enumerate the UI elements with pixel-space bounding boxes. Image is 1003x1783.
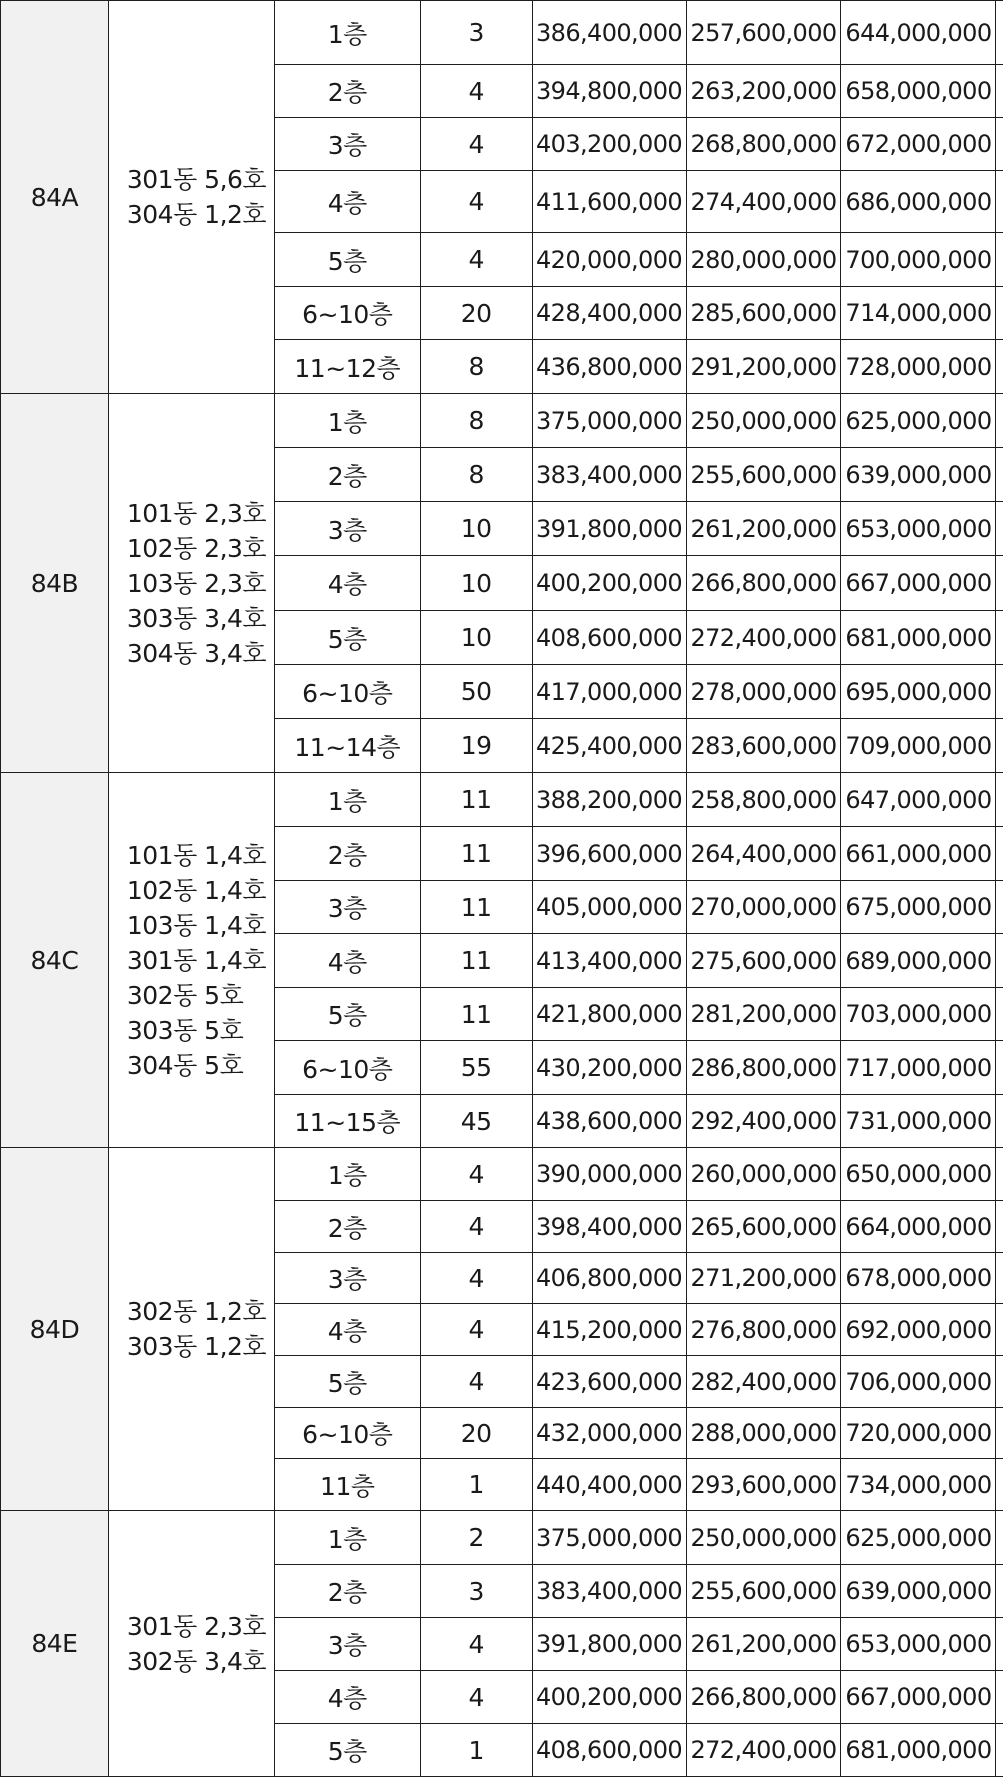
total-price-cell: 647,000,000: [841, 773, 996, 827]
total-price-cell: 658,000,000: [841, 65, 996, 118]
building-price-cell: 276,800,000: [686, 1304, 841, 1356]
truncated-column-edge: [996, 1304, 1003, 1356]
building-unit-line: 303동 5호: [126, 1015, 244, 1045]
building-units-cell: [108, 1148, 274, 1511]
floor-cell: 3층: [274, 118, 420, 171]
floor-cell: 4층: [274, 934, 420, 988]
land-price-cell: 403,200,000: [532, 118, 686, 171]
total-price-cell: 664,000,000: [841, 1201, 996, 1253]
total-price-cell: 650,000,000: [841, 1148, 996, 1201]
truncated-column-edge: [996, 1724, 1003, 1777]
count-cell: 11: [420, 934, 532, 988]
floor-cell: 1층: [274, 773, 420, 827]
building-price-cell: 286,800,000: [686, 1041, 841, 1095]
floor-cell: 6~10층: [274, 665, 420, 719]
floor-cell: 11층: [274, 1459, 420, 1511]
count-cell: 19: [420, 719, 532, 773]
total-price-cell: 689,000,000: [841, 934, 996, 988]
total-price-cell: 714,000,000: [841, 287, 996, 340]
truncated-column-edge: [996, 118, 1003, 171]
unit-type-cell: 84E: [1, 1511, 109, 1777]
total-price-cell: 625,000,000: [841, 394, 996, 448]
building-price-cell: 274,400,000: [686, 171, 841, 233]
table-row: [1, 394, 1003, 448]
total-price-cell: 706,000,000: [841, 1356, 996, 1408]
total-price-cell: 644,000,000: [841, 1, 996, 65]
count-cell: 8: [420, 448, 532, 502]
land-price-cell: 396,600,000: [532, 827, 686, 881]
building-units-cell: [108, 394, 274, 773]
building-unit-line: 302동 3,4호: [126, 1646, 267, 1676]
land-price-cell: 421,800,000: [532, 988, 686, 1041]
table-row: [1, 1511, 1003, 1565]
total-price-cell: 692,000,000: [841, 1304, 996, 1356]
total-price-cell: 639,000,000: [841, 448, 996, 502]
total-price-cell: 675,000,000: [841, 881, 996, 934]
truncated-column-edge: [996, 394, 1003, 448]
floor-cell: 4층: [274, 1671, 420, 1724]
truncated-column-edge: [996, 1095, 1003, 1148]
building-price-cell: 263,200,000: [686, 65, 841, 118]
building-price-cell: 265,600,000: [686, 1201, 841, 1253]
truncated-column-edge: [996, 988, 1003, 1041]
floor-cell: 6~10층: [274, 1408, 420, 1459]
count-cell: 55: [420, 1041, 532, 1095]
truncated-column-edge: [996, 773, 1003, 827]
floor-cell: 3층: [274, 1253, 420, 1304]
building-price-cell: 283,600,000: [686, 719, 841, 773]
building-price-cell: 250,000,000: [686, 1511, 841, 1565]
building-price-cell: 266,800,000: [686, 1671, 841, 1724]
land-price-cell: 425,400,000: [532, 719, 686, 773]
building-price-cell: 271,200,000: [686, 1253, 841, 1304]
land-price-cell: 383,400,000: [532, 1565, 686, 1618]
truncated-column-edge: [996, 233, 1003, 287]
land-price-cell: 408,600,000: [532, 611, 686, 665]
land-price-cell: 436,800,000: [532, 340, 686, 394]
total-price-cell: 672,000,000: [841, 118, 996, 171]
floor-cell: 11~12층: [274, 340, 420, 394]
truncated-column-edge: [996, 1671, 1003, 1724]
truncated-column-edge: [996, 1618, 1003, 1671]
building-price-cell: 266,800,000: [686, 556, 841, 611]
building-price-cell: 293,600,000: [686, 1459, 841, 1511]
count-cell: 4: [420, 233, 532, 287]
truncated-column-edge: [996, 502, 1003, 556]
count-cell: 4: [420, 171, 532, 233]
truncated-column-edge: [996, 287, 1003, 340]
floor-cell: 3층: [274, 881, 420, 934]
building-price-cell: 291,200,000: [686, 340, 841, 394]
truncated-column-edge: [996, 1565, 1003, 1618]
unit-type-cell: 84A: [1, 1, 109, 394]
total-price-cell: 653,000,000: [841, 1618, 996, 1671]
floor-cell: 5층: [274, 1724, 420, 1777]
total-price-cell: 717,000,000: [841, 1041, 996, 1095]
count-cell: 3: [420, 1565, 532, 1618]
floor-cell: 4층: [274, 171, 420, 233]
total-price-cell: 686,000,000: [841, 171, 996, 233]
building-price-cell: 268,800,000: [686, 118, 841, 171]
total-price-cell: 709,000,000: [841, 719, 996, 773]
land-price-cell: 423,600,000: [532, 1356, 686, 1408]
total-price-cell: 667,000,000: [841, 1671, 996, 1724]
land-price-cell: 430,200,000: [532, 1041, 686, 1095]
land-price-cell: 383,400,000: [532, 448, 686, 502]
land-price-cell: 394,800,000: [532, 65, 686, 118]
count-cell: 4: [420, 1148, 532, 1201]
total-price-cell: 734,000,000: [841, 1459, 996, 1511]
truncated-column-edge: [996, 1356, 1003, 1408]
land-price-cell: 375,000,000: [532, 1511, 686, 1565]
building-unit-line: 304동 5호: [126, 1050, 244, 1080]
building-unit-line: 102동 2,3호: [126, 533, 267, 563]
land-price-cell: 411,600,000: [532, 171, 686, 233]
floor-cell: 5층: [274, 233, 420, 287]
building-price-cell: 261,200,000: [686, 502, 841, 556]
land-price-cell: 428,400,000: [532, 287, 686, 340]
land-price-cell: 375,000,000: [532, 394, 686, 448]
truncated-column-edge: [996, 827, 1003, 881]
count-cell: 11: [420, 988, 532, 1041]
building-price-cell: 261,200,000: [686, 1618, 841, 1671]
total-price-cell: 625,000,000: [841, 1511, 996, 1565]
floor-cell: 1층: [274, 1, 420, 65]
truncated-column-edge: [996, 340, 1003, 394]
floor-cell: 1층: [274, 394, 420, 448]
floor-cell: 5층: [274, 1356, 420, 1408]
count-cell: 4: [420, 1201, 532, 1253]
floor-cell: 3층: [274, 502, 420, 556]
unit-type-cell: 84D: [1, 1148, 109, 1511]
building-price-cell: 255,600,000: [686, 1565, 841, 1618]
truncated-column-edge: [996, 719, 1003, 773]
land-price-cell: 398,400,000: [532, 1201, 686, 1253]
building-price-cell: 272,400,000: [686, 1724, 841, 1777]
floor-cell: 6~10층: [274, 1041, 420, 1095]
count-cell: 8: [420, 340, 532, 394]
total-price-cell: 681,000,000: [841, 1724, 996, 1777]
building-price-cell: 264,400,000: [686, 827, 841, 881]
building-price-cell: 282,400,000: [686, 1356, 841, 1408]
building-unit-line: 103동 2,3호: [126, 568, 267, 598]
count-cell: 3: [420, 1, 532, 65]
building-price-cell: 292,400,000: [686, 1095, 841, 1148]
count-cell: 1: [420, 1459, 532, 1511]
building-price-cell: 275,600,000: [686, 934, 841, 988]
floor-cell: 5층: [274, 988, 420, 1041]
building-units-cell: [108, 1511, 274, 1777]
building-unit-line: 103동 1,4호: [126, 910, 267, 940]
total-price-cell: 678,000,000: [841, 1253, 996, 1304]
total-price-cell: 653,000,000: [841, 502, 996, 556]
building-unit-line: 303동 3,4호: [126, 603, 267, 633]
count-cell: 10: [420, 611, 532, 665]
building-unit-line: 101동 2,3호: [126, 498, 267, 528]
count-cell: 45: [420, 1095, 532, 1148]
land-price-cell: 400,200,000: [532, 1671, 686, 1724]
count-cell: 1: [420, 1724, 532, 1777]
building-unit-line: 301동 1,4호: [126, 945, 267, 975]
total-price-cell: 639,000,000: [841, 1565, 996, 1618]
total-price-cell: 720,000,000: [841, 1408, 996, 1459]
floor-cell: 4층: [274, 1304, 420, 1356]
table-row: [1, 1, 1003, 65]
total-price-cell: 703,000,000: [841, 988, 996, 1041]
count-cell: 11: [420, 773, 532, 827]
building-unit-line: 302동 5호: [126, 980, 244, 1010]
building-units-cell: [108, 773, 274, 1148]
count-cell: 20: [420, 1408, 532, 1459]
count-cell: 11: [420, 827, 532, 881]
total-price-cell: 731,000,000: [841, 1095, 996, 1148]
land-price-cell: 440,400,000: [532, 1459, 686, 1511]
count-cell: 4: [420, 1618, 532, 1671]
count-cell: 4: [420, 65, 532, 118]
building-price-cell: 280,000,000: [686, 233, 841, 287]
floor-cell: 3층: [274, 1618, 420, 1671]
truncated-column-edge: [996, 1511, 1003, 1565]
truncated-column-edge: [996, 881, 1003, 934]
truncated-column-edge: [996, 665, 1003, 719]
truncated-column-edge: [996, 171, 1003, 233]
floor-cell: 6~10층: [274, 287, 420, 340]
building-price-cell: 258,800,000: [686, 773, 841, 827]
count-cell: 2: [420, 1511, 532, 1565]
building-price-cell: 278,000,000: [686, 665, 841, 719]
floor-cell: 2층: [274, 448, 420, 502]
land-price-cell: 388,200,000: [532, 773, 686, 827]
land-price-cell: 391,800,000: [532, 502, 686, 556]
truncated-column-edge: [996, 65, 1003, 118]
count-cell: 4: [420, 1356, 532, 1408]
building-unit-line: 301동 5,6호: [126, 165, 267, 194]
building-unit-line: 101동 1,4호: [126, 840, 267, 870]
building-price-cell: 255,600,000: [686, 448, 841, 502]
building-unit-line: 301동 2,3호: [126, 1611, 267, 1641]
land-price-cell: 386,400,000: [532, 1, 686, 65]
land-price-cell: 432,000,000: [532, 1408, 686, 1459]
land-price-cell: 417,000,000: [532, 665, 686, 719]
table-row: [1, 773, 1003, 827]
building-price-cell: 285,600,000: [686, 287, 841, 340]
land-price-cell: 408,600,000: [532, 1724, 686, 1777]
total-price-cell: 728,000,000: [841, 340, 996, 394]
floor-cell: 2층: [274, 1565, 420, 1618]
land-price-cell: 390,000,000: [532, 1148, 686, 1201]
unit-type-cell: 84C: [1, 773, 109, 1148]
building-price-cell: 272,400,000: [686, 611, 841, 665]
truncated-column-edge: [996, 1, 1003, 65]
total-price-cell: 667,000,000: [841, 556, 996, 611]
count-cell: 50: [420, 665, 532, 719]
floor-cell: 4층: [274, 556, 420, 611]
truncated-column-edge: [996, 611, 1003, 665]
land-price-cell: 438,600,000: [532, 1095, 686, 1148]
total-price-cell: 681,000,000: [841, 611, 996, 665]
count-cell: 4: [420, 1253, 532, 1304]
truncated-column-edge: [996, 1041, 1003, 1095]
land-price-cell: 391,800,000: [532, 1618, 686, 1671]
building-unit-line: 303동 1,2호: [126, 1332, 267, 1361]
truncated-column-edge: [996, 1408, 1003, 1459]
count-cell: 10: [420, 502, 532, 556]
building-price-cell: 270,000,000: [686, 881, 841, 934]
truncated-column-edge: [996, 1253, 1003, 1304]
floor-cell: 2층: [274, 1201, 420, 1253]
building-unit-line: 304동 1,2호: [126, 200, 267, 229]
land-price-cell: 413,400,000: [532, 934, 686, 988]
count-cell: 20: [420, 287, 532, 340]
land-price-cell: 415,200,000: [532, 1304, 686, 1356]
count-cell: 8: [420, 394, 532, 448]
land-price-cell: 400,200,000: [532, 556, 686, 611]
floor-cell: 2층: [274, 65, 420, 118]
count-cell: 4: [420, 1671, 532, 1724]
land-price-cell: 406,800,000: [532, 1253, 686, 1304]
floor-cell: 11~14층: [274, 719, 420, 773]
floor-cell: 1층: [274, 1148, 420, 1201]
building-price-cell: 250,000,000: [686, 394, 841, 448]
building-unit-line: 302동 1,2호: [126, 1297, 267, 1326]
count-cell: 10: [420, 556, 532, 611]
floor-cell: 2층: [274, 827, 420, 881]
price-table-body: [1, 1, 1003, 1777]
floor-cell: 5층: [274, 611, 420, 665]
truncated-column-edge: [996, 1148, 1003, 1201]
truncated-column-edge: [996, 448, 1003, 502]
building-price-cell: 260,000,000: [686, 1148, 841, 1201]
truncated-column-edge: [996, 1201, 1003, 1253]
count-cell: 4: [420, 1304, 532, 1356]
building-unit-line: 102동 1,4호: [126, 875, 267, 905]
land-price-cell: 420,000,000: [532, 233, 686, 287]
building-units-cell: [108, 1, 274, 394]
building-unit-line: 304동 3,4호: [126, 638, 267, 668]
table-row: [1, 1148, 1003, 1201]
total-price-cell: 695,000,000: [841, 665, 996, 719]
land-price-cell: 405,000,000: [532, 881, 686, 934]
truncated-column-edge: [996, 1459, 1003, 1511]
building-price-cell: 281,200,000: [686, 988, 841, 1041]
truncated-column-edge: [996, 934, 1003, 988]
floor-cell: 11~15층: [274, 1095, 420, 1148]
count-cell: 11: [420, 881, 532, 934]
total-price-cell: 661,000,000: [841, 827, 996, 881]
total-price-cell: 700,000,000: [841, 233, 996, 287]
count-cell: 4: [420, 118, 532, 171]
unit-type-cell: 84B: [1, 394, 109, 773]
building-price-cell: 288,000,000: [686, 1408, 841, 1459]
floor-cell: 1층: [274, 1511, 420, 1565]
truncated-column-edge: [996, 556, 1003, 611]
building-price-cell: 257,600,000: [686, 1, 841, 65]
